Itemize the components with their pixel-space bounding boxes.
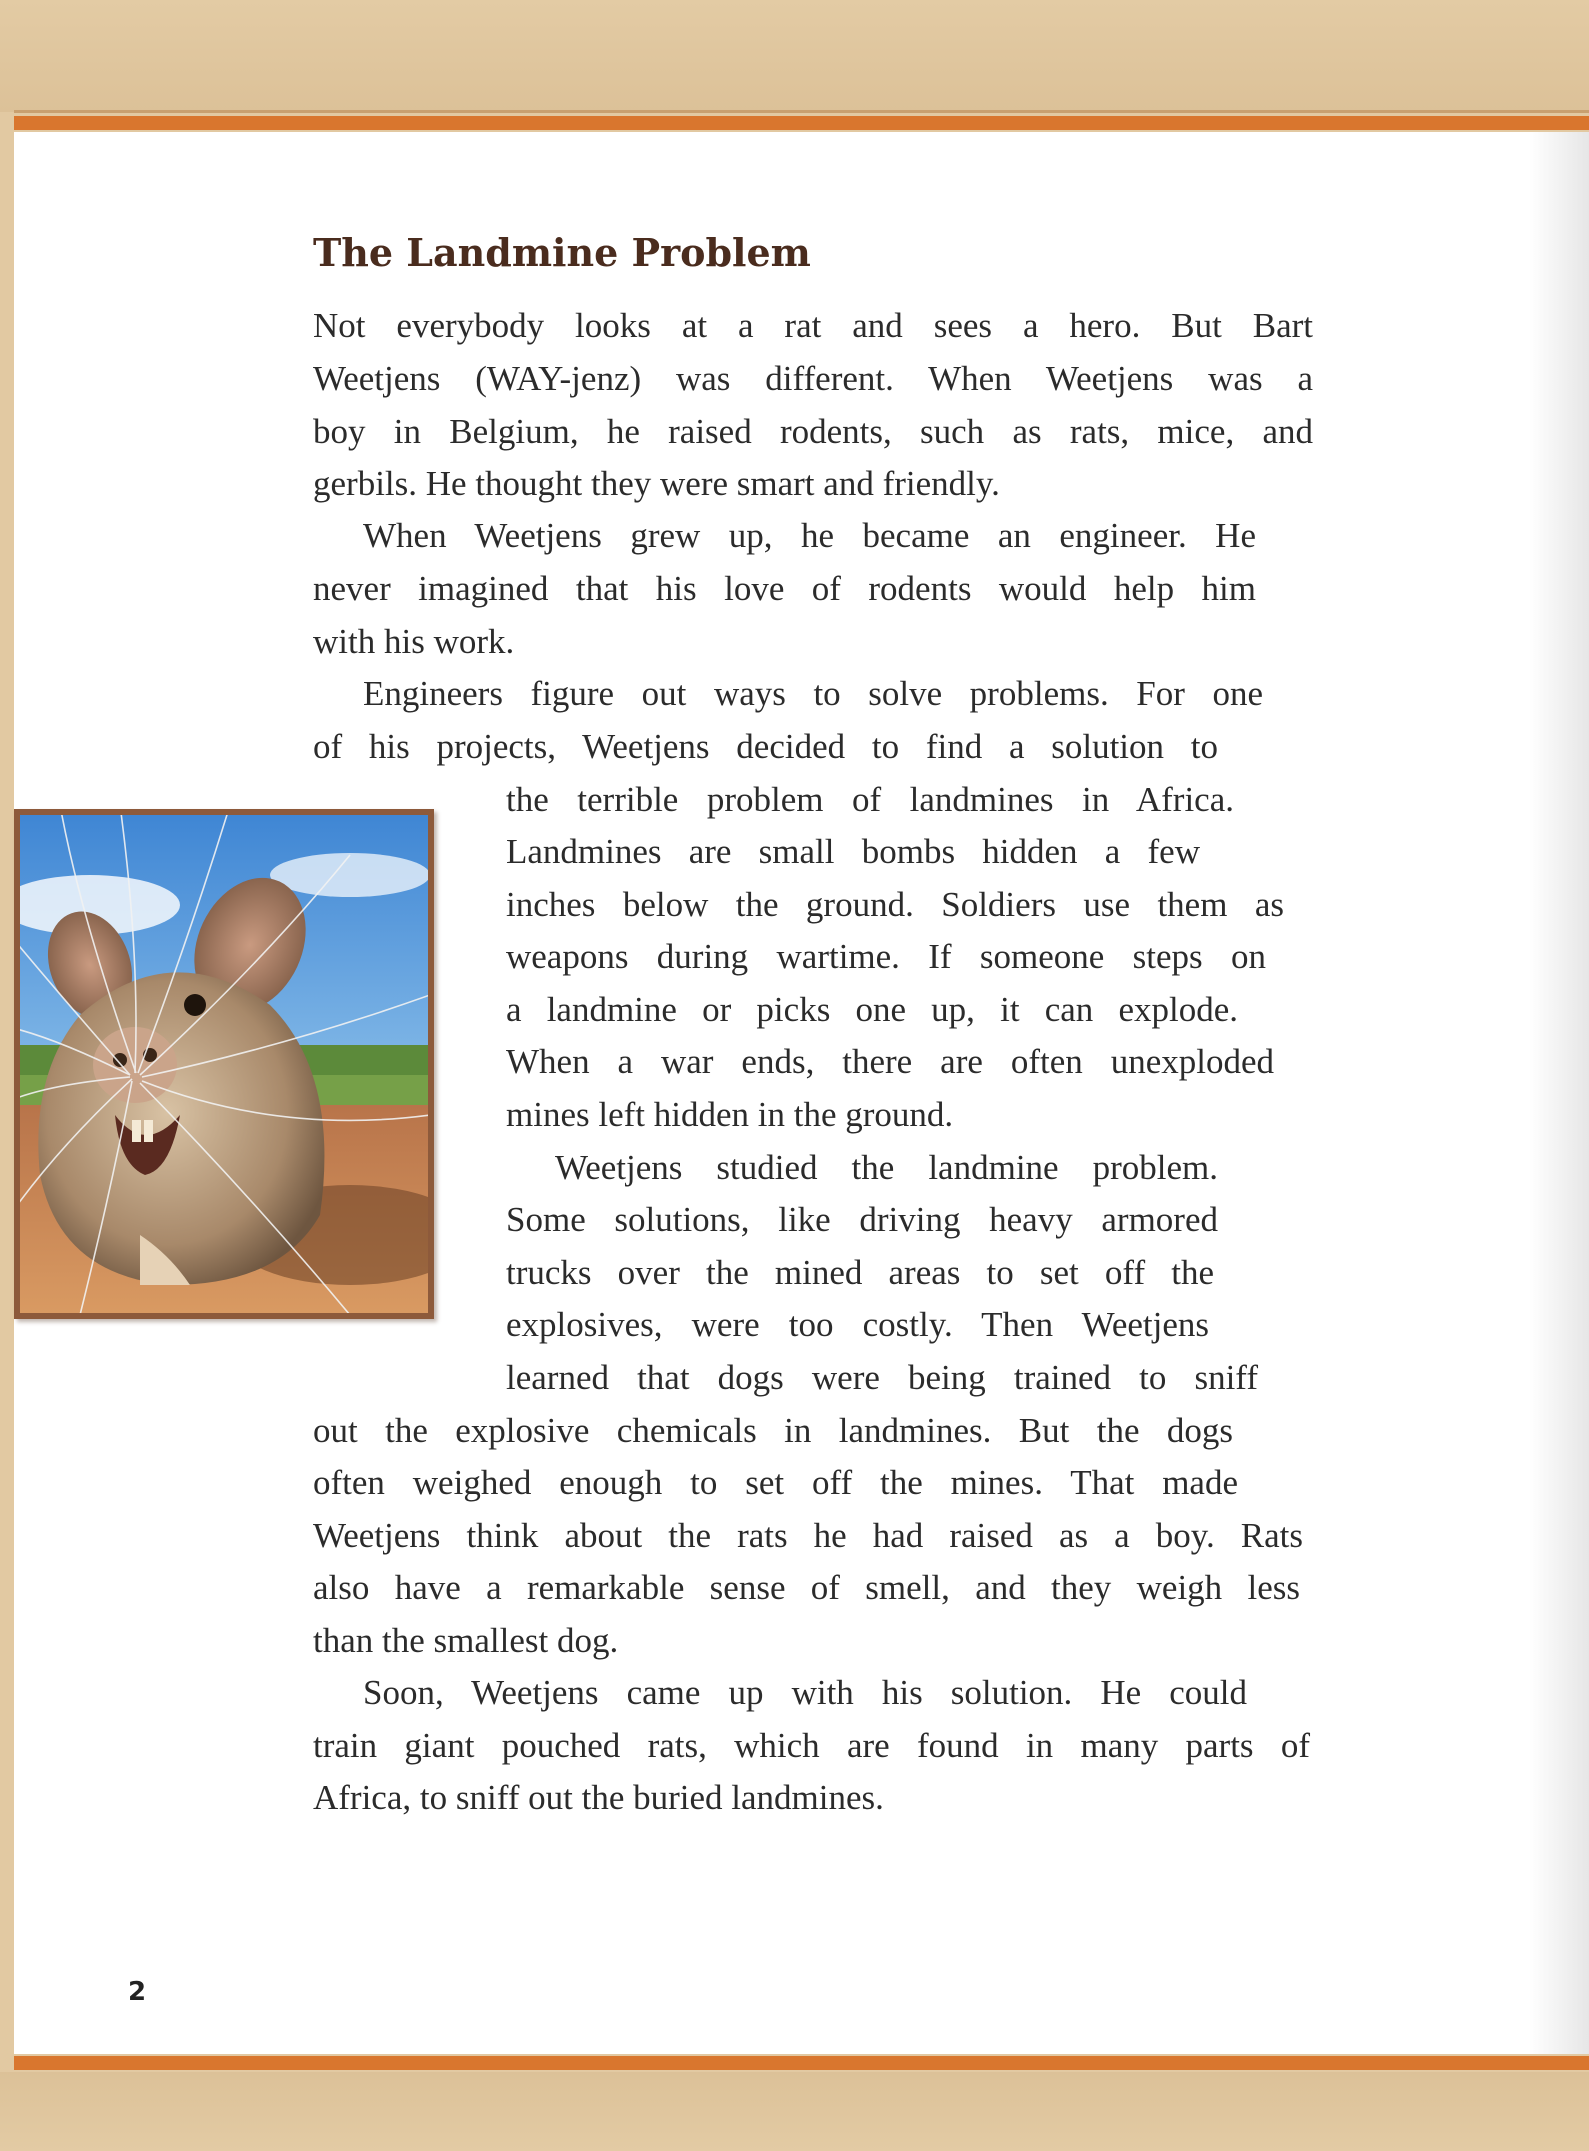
body-line: Weetjens studied the landmine problem. (555, 1148, 1218, 1187)
body-line: out the explosive chemicals in landmines. But the dogs (313, 1411, 1233, 1450)
bottom-orange-stripe (14, 2056, 1589, 2070)
rat-photo (14, 809, 434, 1319)
body-line: with his work. (313, 622, 515, 661)
body-line: Landmines are small bombs hidden a few (506, 832, 1200, 871)
body-line: trucks over the mined areas to set off the (506, 1253, 1214, 1292)
article-heading: The Landmine Problem (313, 230, 811, 275)
bottom-band (0, 2072, 1589, 2151)
body-line: gerbils. He thought they were smart and friendly. (313, 464, 1000, 503)
top-thin-rule (14, 110, 1589, 113)
body-line: Engineers figure out ways to solve problems. For one (363, 674, 1263, 713)
body-line: boy in Belgium, he raised rodents, such as rats, mice, and (313, 412, 1313, 451)
body-line: Not everybody looks at a rat and sees a hero. But Bart (313, 306, 1313, 345)
body-line: Some solutions, like driving heavy armored (506, 1200, 1218, 1239)
body-line: of his projects, Weetjens decided to find a solution to (313, 727, 1218, 766)
body-line: Weetjens think about the rats he had raised as a boy. Rats (313, 1516, 1303, 1555)
rat-photo-icon (20, 815, 428, 1313)
body-line: learned that dogs were being trained to sniff (506, 1358, 1258, 1397)
body-line: also have a remarkable sense of smell, and they weigh less (313, 1568, 1300, 1607)
body-line: mines left hidden in the ground. (506, 1095, 954, 1134)
body-line: the terrible problem of landmines in Africa. (506, 780, 1234, 819)
body-line: a landmine or picks one up, it can explode. (506, 990, 1238, 1029)
body-line: never imagined that his love of rodents would help him (313, 569, 1256, 608)
page-edge-shadow (1529, 132, 1589, 2054)
body-line: Soon, Weetjens came up with his solution. He could (363, 1673, 1247, 1712)
top-orange-stripe (14, 116, 1589, 130)
body-line: often weighed enough to set off the mines. That made (313, 1463, 1238, 1502)
body-line: When Weetjens grew up, he became an engineer. He (363, 516, 1256, 555)
body-line: Weetjens (WAY-jenz) was different. When Weetjens was a (313, 359, 1313, 398)
body-line: Africa, to sniff out the buried landmines. (313, 1778, 884, 1817)
body-line: inches below the ground. Soldiers use them as (506, 885, 1284, 924)
body-line: explosives, were too costly. Then Weetjens (506, 1305, 1209, 1344)
body-line: When a war ends, there are often unexploded (506, 1042, 1274, 1081)
page-number: 2 (128, 1977, 147, 2007)
top-band (0, 0, 1589, 112)
body-line: than the smallest dog. (313, 1621, 619, 1660)
body-line: train giant pouched rats, which are found in many parts of (313, 1726, 1310, 1765)
body-line: weapons during wartime. If someone steps on (506, 937, 1266, 976)
